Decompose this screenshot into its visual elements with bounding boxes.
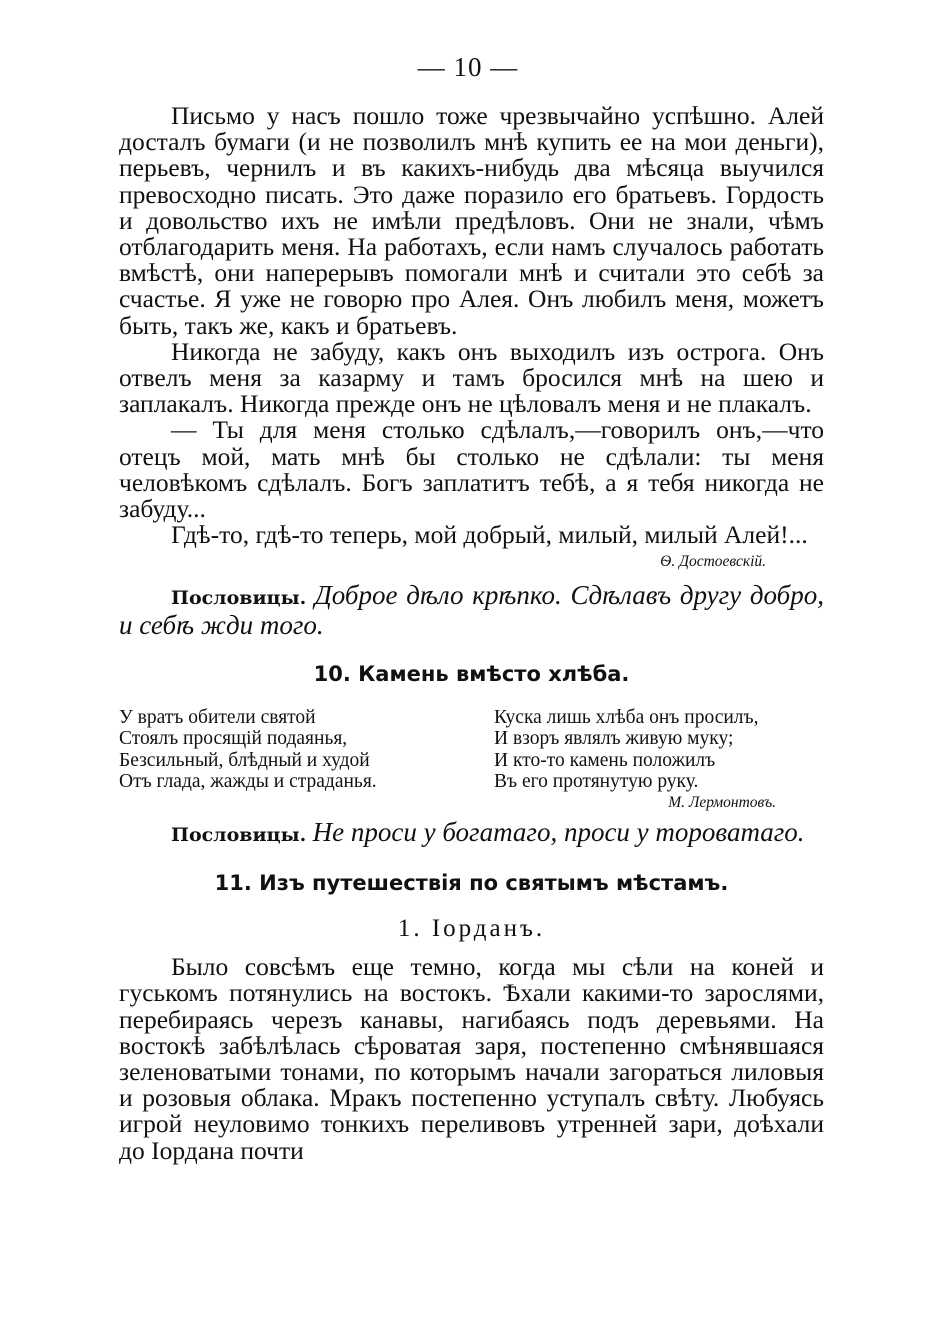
page-number: — 10 — — [417, 52, 519, 82]
proverb-label: Пословицы. — [171, 823, 307, 846]
poem-heading: 10. Камень вмѣсто хлѣба. — [313, 661, 630, 686]
story-paragraph-1: Письмо у насъ пошло тоже чрезвычайно успѣшно. Алей досталъ бумаги (и не позволилъ мнѣ купить ее на мои деньги), перьевъ, чернилъ и въ какихъ-нибудь два мѣсяца выучился превосходно писать. Это даже поразило его братьевъ. Гордость и довольство ихъ не имѣли предѣловъ. Они не знали, чѣмъ отблагодарить меня. На работахъ, если намъ случалось работать вмѣстѣ, они наперерывъ помогали мнѣ и считали это себѣ за счастье. Я уже не говорю про Алея. Онъ любилъ меня, можетъ быть, такъ же, какъ и братьевъ. — [119, 101, 824, 340]
poem-line: Стоялъ просящій подаянья, — [119, 728, 348, 750]
proverb-text: Доброе дѣло крѣпко. Сдѣлавъ другу добро, и себѣ жди того. — [119, 580, 824, 640]
story-paragraph-2: Никогда не забуду, какъ онъ выходилъ изъ острога. Онъ отвелъ меня за казарму и тамъ бросился мнѣ на шею и заплакалъ. Никогда прежде онъ не цѣловалъ меня и не плакалъ. — [119, 336, 824, 419]
poem — [119, 707, 824, 793]
travel-heading: 11. Изъ путешествія по святымъ мѣстамъ. — [214, 871, 729, 896]
poem-line: Въ его протянутую руку. — [494, 771, 699, 793]
poem-line: Безсильный, блѣдный и худой — [119, 749, 370, 771]
poem-line: Отъ глада, жажды и страданья. — [119, 771, 377, 793]
poem-line: Куска лишь хлѣба онъ просилъ, — [494, 706, 759, 728]
poem-author: М. Лермонтовъ. — [668, 793, 776, 811]
story-paragraph-4: Гдѣ-то, гдѣ-то теперь, мой добрый, милый, милый Алей!... — [171, 520, 808, 550]
poem-left-column — [119, 707, 494, 793]
poem-proverbs — [119, 816, 824, 848]
travel-paragraph: Было совсѣмъ еще темно, когда мы сѣли на коней и гуськомъ потянулись на востокъ. Ѣхали какими-то зарослями, перебираясь черезъ канавы, нагибаясь подъ деревьями. На востокѣ забѣлѣлась сѣроватая заря, постепенно смѣнявшаяся зеленоватыми тонами, по которымъ начали загораться лиловыя и розовыя облака. Мракъ постепенно уступалъ свѣту. Любуясь игрой неуловимо тонкихъ переливовъ утренней зари, доѣхали до Іордана почти — [119, 952, 824, 1165]
page-text — [119, 103, 824, 1164]
proverb-text: Не проси у богатаго, проси у тороватаго. — [312, 816, 805, 847]
poem-line: У вратъ обители святой — [119, 706, 316, 728]
poem-line: И взоръ являлъ живую муку; — [494, 728, 734, 750]
story-paragraph-3: — Ты для меня столько сдѣлалъ,—говорилъ онъ,—что отецъ мой, мать мнѣ бы столько не сдѣлали: ты меня человѣкомъ сдѣлалъ. Богъ заплатитъ тебѣ, а я тебя никогда не забуду... — [119, 415, 824, 524]
story-author: Ѳ. Достоевскій. — [660, 553, 766, 571]
travel-subheading: 1. Іорданъ. — [397, 915, 546, 943]
poem-right-column — [494, 707, 824, 793]
story-proverbs — [119, 582, 824, 638]
poem-line: И кто-то камень положилъ — [494, 749, 716, 771]
proverb-label: Пословицы. — [171, 587, 307, 610]
